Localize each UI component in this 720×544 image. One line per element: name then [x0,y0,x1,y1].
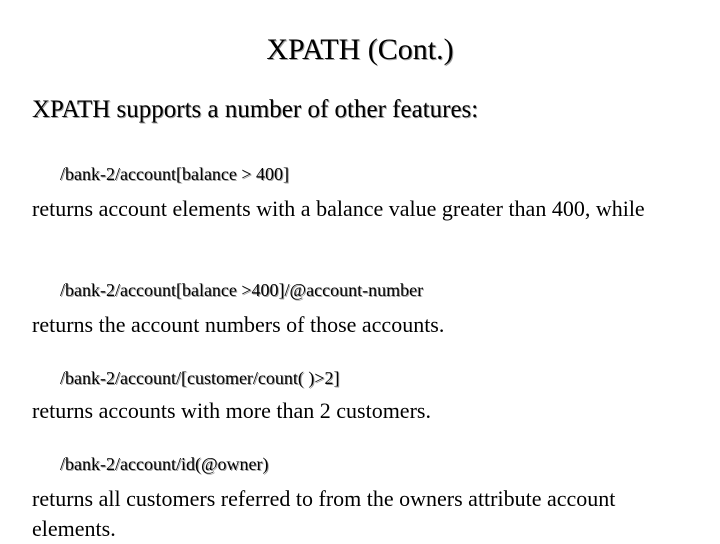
xpath-query-balance: /bank-2/account[balance > 400] [60,164,290,184]
xpath-query-customer-count: /bank-2/account/[customer/count( )>2] [60,368,340,388]
slide-title: XPATH (Cont.) [266,33,454,66]
description-balance: returns account elements with a balance value greater than 400, while [32,196,645,221]
xpath-query-account-number: /bank-2/account[balance >400]/@account-number [60,280,424,300]
xpath-query-owner-id: /bank-2/account/id(@owner) [60,454,269,474]
description-owner-id: returns all customers referred to from the owners attribute account elements. [32,486,616,541]
description-account-number: returns the account numbers of those accounts. [32,312,445,337]
intro-text: XPATH supports a number of other features: [32,96,479,123]
description-customer-count: returns accounts with more than 2 customers. [32,398,431,423]
